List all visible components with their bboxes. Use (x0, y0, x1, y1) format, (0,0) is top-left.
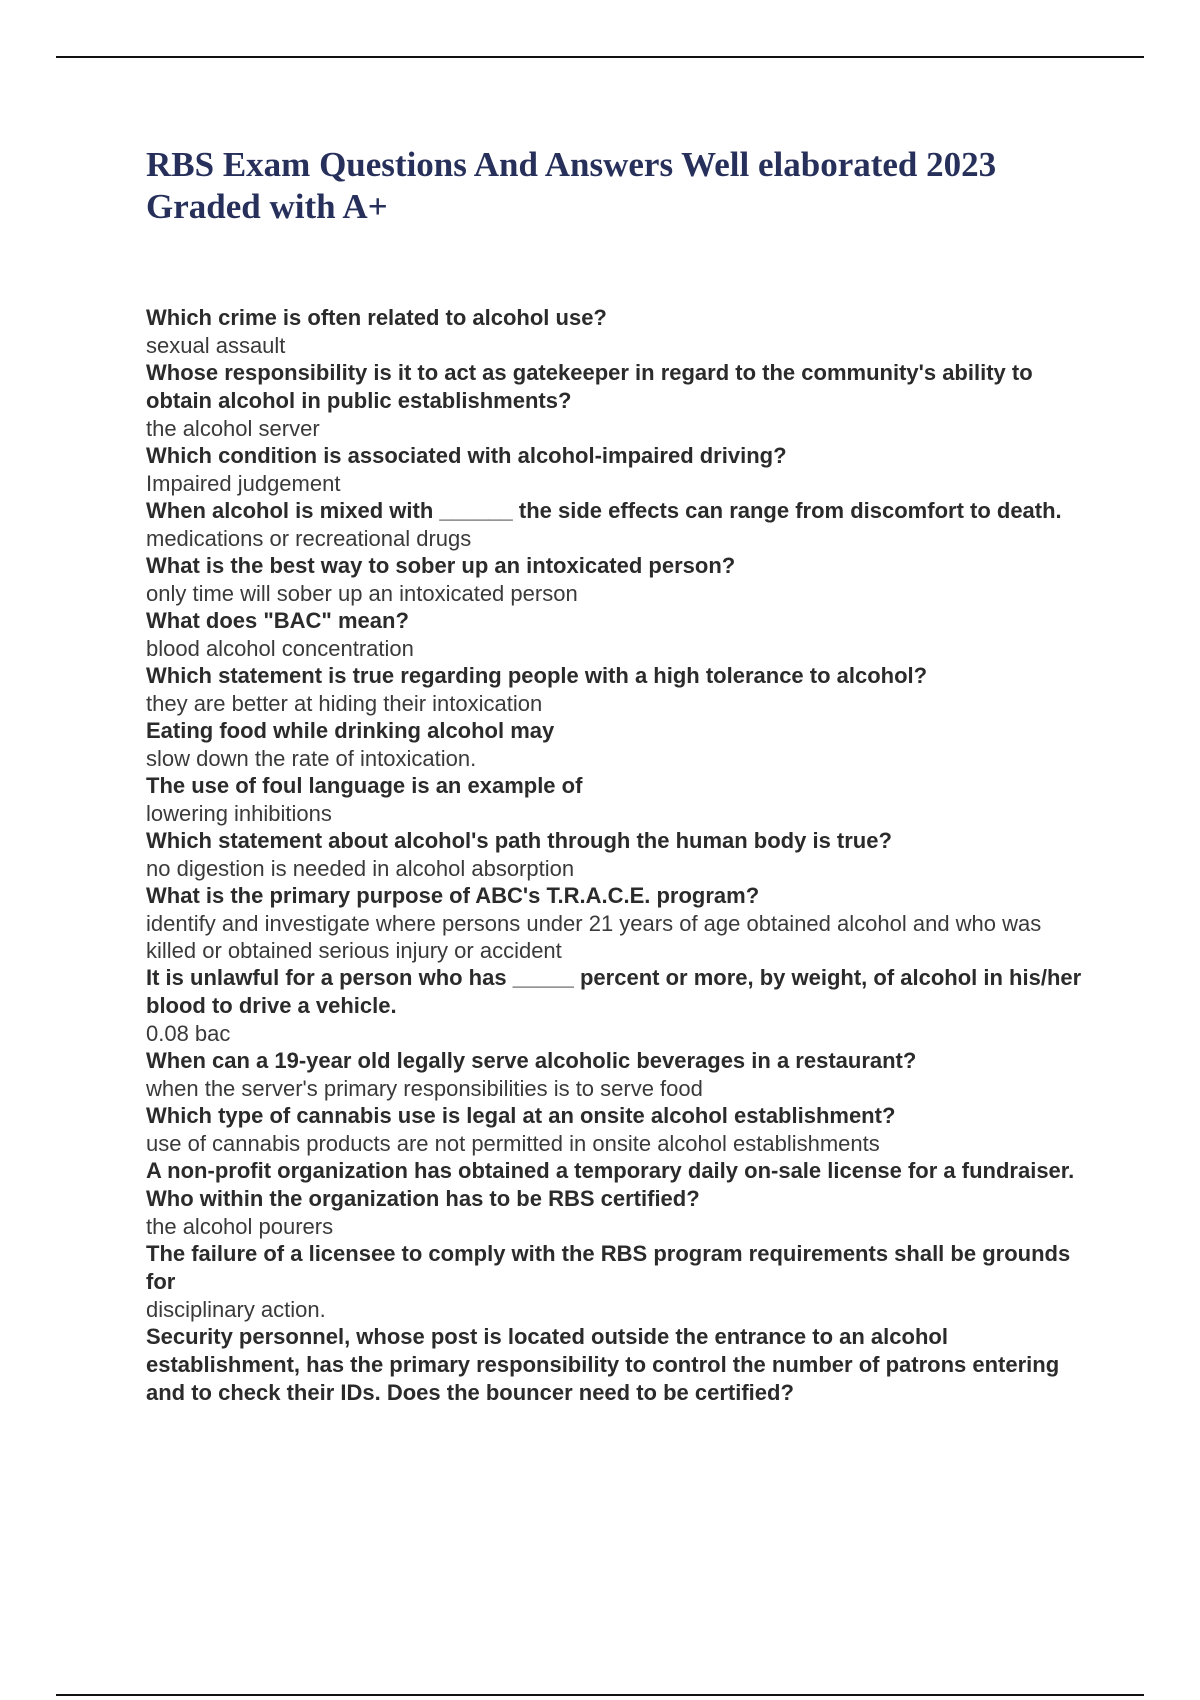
question-text: When alcohol is mixed with ______ the side effects can range from discomfort to death. (146, 498, 1062, 523)
answer-text: lowering inhibitions (146, 801, 332, 826)
question-text: Eating food while drinking alcohol may (146, 718, 555, 743)
qa-item (146, 964, 1092, 1047)
qa-item (146, 1102, 1092, 1157)
question-text: What is the primary purpose of ABC's T.R.A.C.E. program? (146, 883, 760, 908)
qa-item (146, 662, 1092, 717)
qa-list (146, 304, 1092, 1407)
qa-item (146, 882, 1092, 964)
answer-text: disciplinary action. (146, 1297, 326, 1322)
question-text: What is the best way to sober up an intoxicated person? (146, 553, 736, 578)
answer-text: no digestion is needed in alcohol absorption (146, 856, 575, 881)
answer-text: use of cannabis products are not permitted in onsite alcohol establishments (146, 1131, 880, 1156)
question-text: Which type of cannabis use is legal at an onsite alcohol establishment? (146, 1103, 896, 1128)
qa-item (146, 1240, 1092, 1323)
question-text: Which statement is true regarding people with a high tolerance to alcohol? (146, 663, 928, 688)
question-text: What does "BAC" mean? (146, 608, 409, 633)
answer-text: blood alcohol concentration (146, 636, 414, 661)
question-text: Security personnel, whose post is located outside the entrance to an alcohol establishment, has the primary responsibility to control the number of patrons entering and to check their IDs. Does the bouncer need to be certified? (146, 1324, 1060, 1405)
qa-item (146, 552, 1092, 607)
question-text: When can a 19-year old legally serve alcoholic beverages in a restaurant? (146, 1048, 917, 1073)
qa-item (146, 717, 1092, 772)
answer-text: slow down the rate of intoxication. (146, 746, 477, 771)
document-title: RBS Exam Questions And Answers Well elaborated 2023 Graded with A+ (146, 145, 997, 226)
qa-item (146, 1157, 1092, 1240)
qa-item (146, 772, 1092, 827)
bottom-divider (56, 1694, 1144, 1696)
question-text: The failure of a licensee to comply with the RBS program requirements shall be grounds for (146, 1241, 1071, 1294)
top-divider (56, 56, 1144, 58)
qa-item (146, 442, 1092, 497)
answer-text: 0.08 bac (146, 1021, 231, 1046)
question-text: Which condition is associated with alcohol-impaired driving? (146, 443, 787, 468)
answer-text: the alcohol server (146, 416, 320, 441)
answer-text: the alcohol pourers (146, 1214, 334, 1239)
qa-item (146, 607, 1092, 662)
qa-item (146, 304, 1092, 359)
question-text: Which statement about alcohol's path through the human body is true? (146, 828, 892, 853)
answer-text: identify and investigate where persons under 21 years of age obtained alcohol and who was killed or obtained serious injury or accident (146, 911, 1042, 963)
answer-text: sexual assault (146, 333, 286, 358)
qa-item (146, 1047, 1092, 1102)
answer-text: Impaired judgement (146, 471, 341, 496)
question-text: It is unlawful for a person who has _____ percent or more, by weight, of alcohol in his/her blood to drive a vehicle. (146, 965, 1082, 1018)
question-text: Which crime is often related to alcohol use? (146, 305, 607, 330)
question-text: Whose responsibility is it to act as gatekeeper in regard to the community's ability to obtain alcohol in public establishments? (146, 360, 1033, 413)
qa-item (146, 497, 1092, 552)
qa-item (146, 1323, 1092, 1407)
answer-text: they are better at hiding their intoxication (146, 691, 543, 716)
question-text: The use of foul language is an example of (146, 773, 583, 798)
qa-item (146, 359, 1092, 442)
answer-text: medications or recreational drugs (146, 526, 472, 551)
answer-text: only time will sober up an intoxicated person (146, 581, 578, 606)
question-text: A non-profit organization has obtained a temporary daily on-sale license for a fundraiser. Who within the organization has to be RBS certified? (146, 1158, 1075, 1211)
qa-item (146, 827, 1092, 882)
answer-text: when the server's primary responsibilities is to serve food (146, 1076, 703, 1101)
